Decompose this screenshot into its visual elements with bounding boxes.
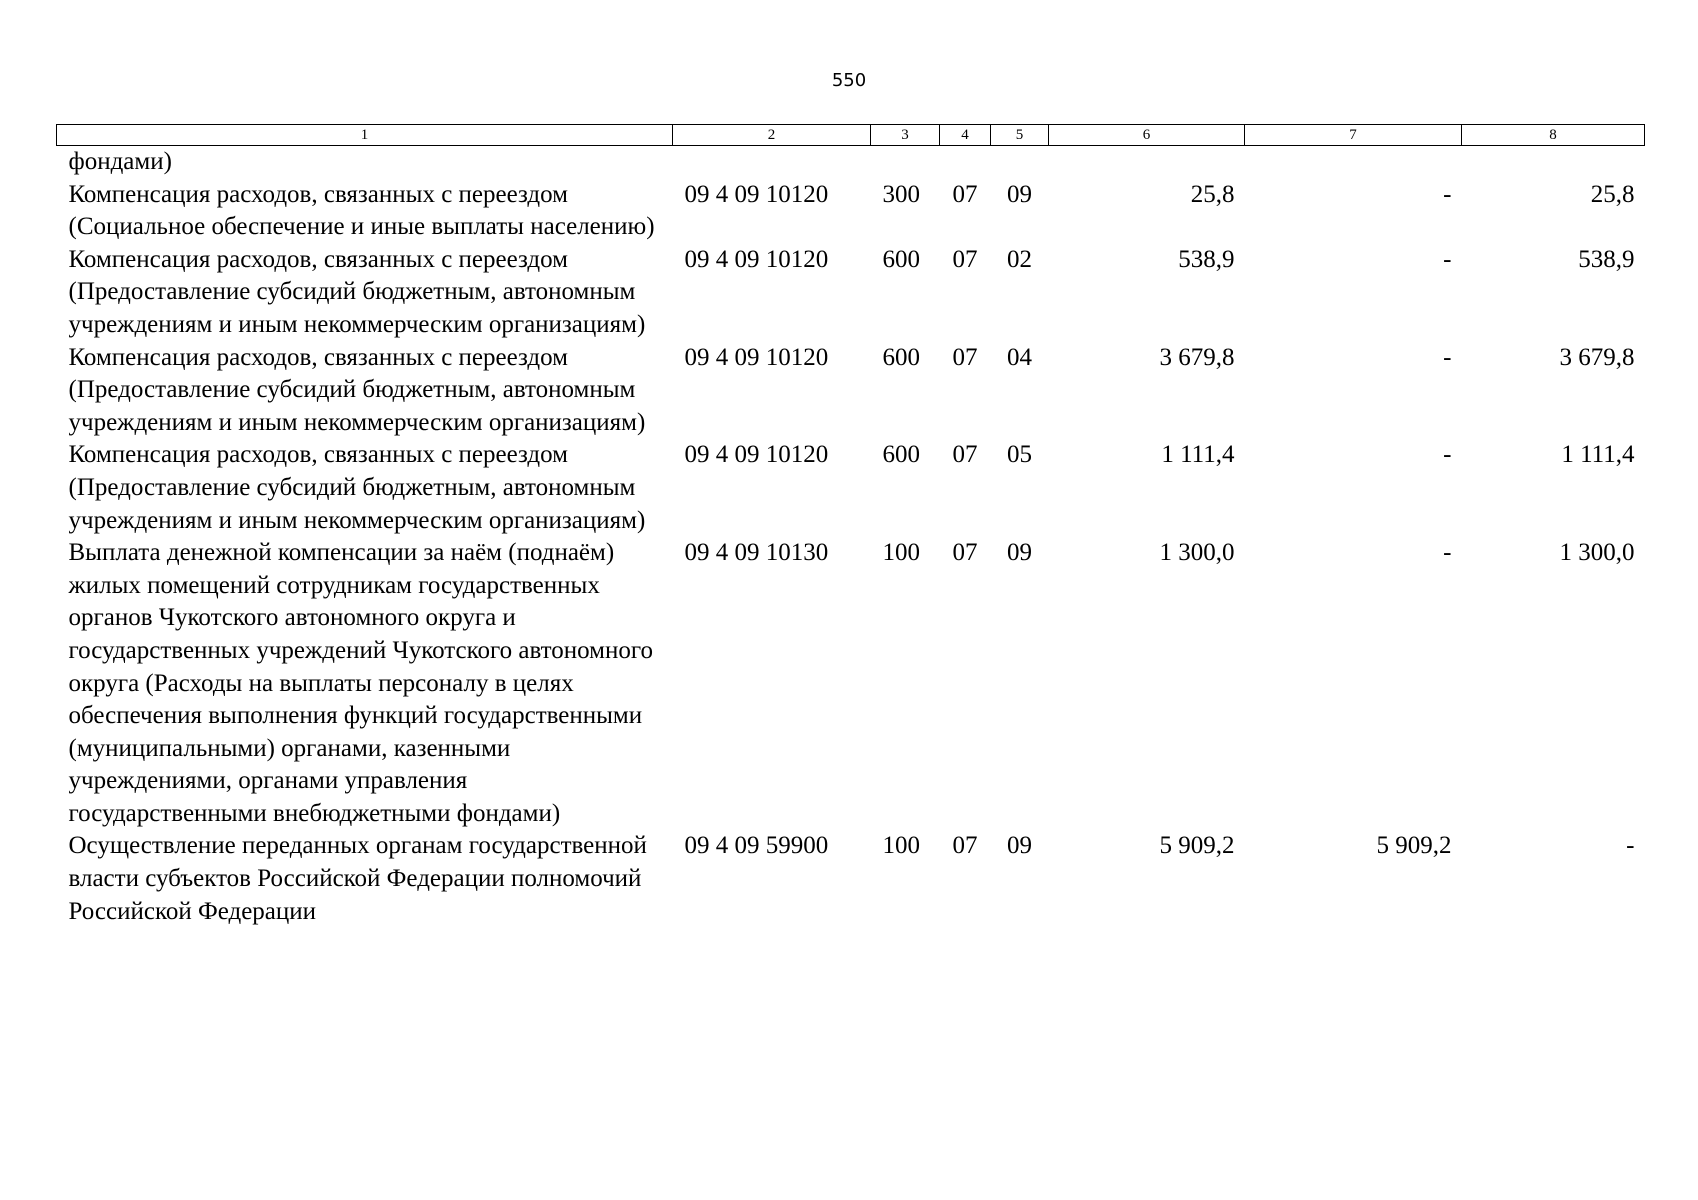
total-amount [1049,146,1245,179]
column-8-amount: - [1626,832,1635,860]
column-7-amount: 5 909,2 [1376,832,1452,860]
column-header-7: 7 [1245,125,1462,146]
column-7-amount [1245,146,1462,179]
section-code: 07 [952,539,978,567]
table-row [57,830,1645,928]
column-8-amount: 1 111,4 [1561,441,1635,469]
target-article-code: 09 4 09 10120 [684,343,829,371]
expense-type-code [871,146,940,179]
target-article-code: 09 4 09 10120 [684,441,829,469]
column-7-amount: - [1443,180,1452,208]
section-code: 07 [952,180,978,208]
subsection-code [991,146,1049,179]
expense-name: Выплата денежной компенсации за наём (поднаём) жилых помещений сотрудникам государственных органов Чукотского автономного округа и государственных учреждений Чукотского автономного округа (Расходы на выплаты персоналу в целях обеспечения выполнения функций государственными (муниципальными) органами, казенными учреждениями, органами управления государственными внебюджетными фондами) [68,539,653,827]
expense-type-code: 100 [882,539,920,567]
table-row [57,179,1645,244]
expense-type-code: 600 [882,441,920,469]
section-code: 07 [952,245,978,273]
column-8-amount: 538,9 [1578,245,1635,273]
total-amount: 3 679,8 [1159,343,1235,371]
total-amount: 5 909,2 [1159,832,1235,860]
section-code: 07 [952,832,978,860]
target-article-code: 09 4 09 10130 [684,539,829,567]
expense-type-code: 300 [882,180,920,208]
total-amount: 538,9 [1178,245,1235,273]
column-7-amount: - [1443,343,1452,371]
column-header-5: 5 [991,125,1049,146]
expense-name: Компенсация расходов, связанных с переездом (Социальное обеспечение и иные выплаты населению) [68,180,655,241]
subsection-code: 09 [1007,180,1032,208]
column-8-amount: 3 679,8 [1559,343,1635,371]
subsection-code: 05 [1007,441,1032,469]
column-header-3: 3 [871,125,940,146]
subsection-code: 09 [1007,539,1032,567]
budget-table [56,124,1645,928]
page-number: 550 [831,70,867,91]
total-amount: 25,8 [1190,180,1235,208]
column-header-2: 2 [673,125,871,146]
total-amount: 1 300,0 [1159,539,1235,567]
table-row [57,146,1645,179]
table-header [57,125,1645,146]
table-row [57,537,1645,830]
expense-name: Осуществление переданных органам государственной власти субъектов Российской Федерации полномочий Российской Федерации [68,832,647,925]
column-header-1: 1 [57,125,673,146]
column-7-amount: - [1443,539,1452,567]
expense-type-code: 600 [882,343,920,371]
expense-name: Компенсация расходов, связанных с переездом (Предоставление субсидий бюджетным, автономным учреждениям и иным некоммерческим организациям) [68,441,646,534]
target-article-code: 09 4 09 59900 [684,832,829,860]
column-8-amount: 1 300,0 [1559,539,1635,567]
expense-type-code: 100 [882,832,920,860]
table-row [57,342,1645,440]
column-7-amount: - [1443,441,1452,469]
column-8-amount: 25,8 [1590,180,1635,208]
subsection-code: 04 [1007,343,1032,371]
subsection-code: 02 [1007,245,1032,273]
section-code [940,146,991,179]
table-row [57,439,1645,537]
expense-type-code: 600 [882,245,920,273]
table-row [57,244,1645,342]
target-article-code: 09 4 09 10120 [684,180,829,208]
total-amount: 1 111,4 [1161,441,1235,469]
column-header-6: 6 [1049,125,1245,146]
expense-name: Компенсация расходов, связанных с переездом (Предоставление субсидий бюджетным, автономным учреждениям и иным некоммерческим организациям) [68,343,646,436]
target-article-code: 09 4 09 10120 [684,245,829,273]
target-article-code [673,146,871,179]
column-7-amount: - [1443,245,1452,273]
expense-name: Компенсация расходов, связанных с переездом (Предоставление субсидий бюджетным, автономным учреждениям и иным некоммерческим организациям) [68,245,646,338]
section-code: 07 [952,441,978,469]
header-row [57,125,1645,146]
section-code: 07 [952,343,978,371]
column-header-4: 4 [940,125,991,146]
table-body [57,146,1645,929]
expense-name: фондами) [68,148,172,175]
subsection-code: 09 [1007,832,1032,860]
column-8-amount [1462,146,1645,179]
column-header-8: 8 [1462,125,1645,146]
